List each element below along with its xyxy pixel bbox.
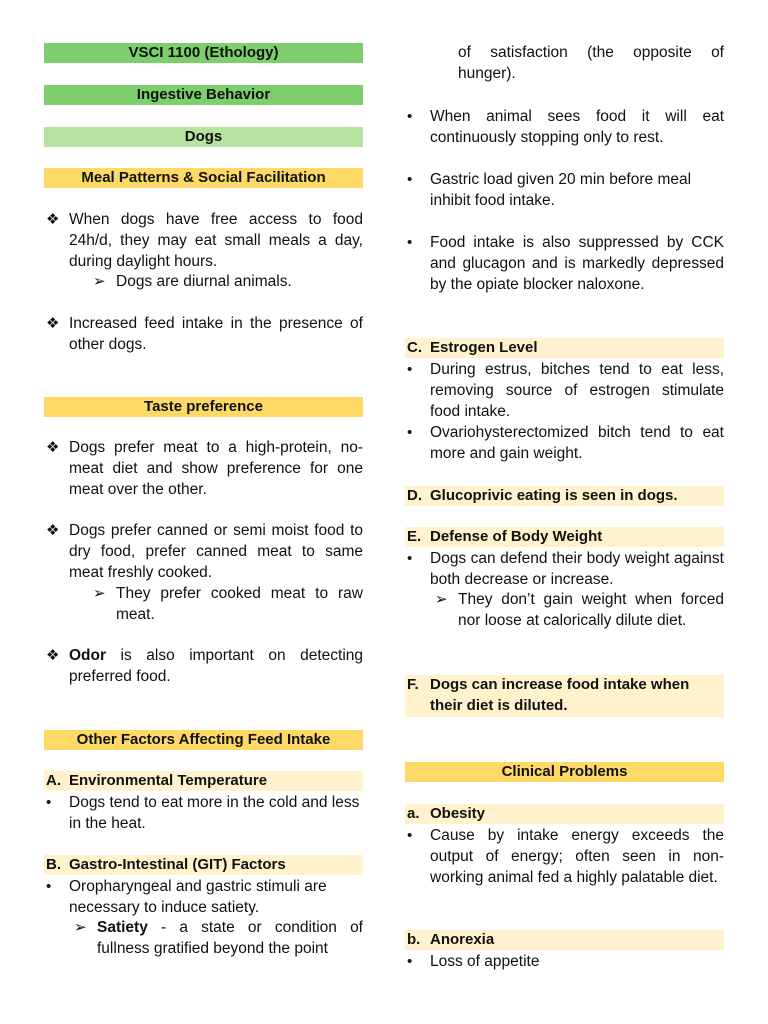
round-bullet-icon: • bbox=[46, 878, 52, 895]
round-bullet-icon: • bbox=[407, 108, 413, 125]
diamond-bullet-icon: ❖ bbox=[46, 647, 60, 664]
body-weight-bullet: Dogs can defend their body weight against both decrease or increase. bbox=[430, 550, 724, 588]
obesity-heading bbox=[405, 804, 724, 824]
taste-preference-heading: Taste preference bbox=[44, 397, 363, 417]
other-factors-heading: Other Factors Affecting Feed Intake bbox=[44, 730, 363, 750]
section-letter: D. bbox=[407, 487, 422, 504]
round-bullet-icon: • bbox=[407, 424, 413, 441]
arrowhead-bullet-icon: ➢ bbox=[74, 919, 87, 936]
meal-patterns-heading: Meal Patterns & Social Facilitation bbox=[44, 168, 363, 188]
satiety-description: - a state or condition of fullness gratified beyond the point bbox=[97, 919, 363, 957]
taste-bullet-2: Dogs prefer canned or semi moist food to dry food, prefer canned meat to same meat freshly cooked. bbox=[69, 522, 363, 581]
body-weight-heading bbox=[405, 527, 724, 547]
meal-patterns-bullet-1: When dogs have free access to food 24h/d, they may eat small meals a day, during daylight hours. bbox=[69, 211, 363, 270]
section-label: Defense of Body Weight bbox=[430, 528, 603, 545]
meal-patterns-sub-bullet: Dogs are diurnal animals. bbox=[116, 273, 292, 290]
env-temperature-heading bbox=[44, 771, 363, 791]
section-label: Glucoprivic eating is seen in dogs. bbox=[430, 487, 678, 504]
estrogen-level-heading bbox=[405, 338, 724, 358]
env-bullet: Dogs tend to eat more in the cold and less in the heat. bbox=[69, 794, 360, 832]
arrowhead-bullet-icon: ➢ bbox=[93, 273, 106, 290]
course-title: VSCI 1100 (Ethology) bbox=[44, 43, 363, 63]
satiety-definition bbox=[97, 918, 363, 960]
estrogen-bullet-1: During estrus, bitches tend to eat less, removing source of estrogen stimulate food intake. bbox=[430, 361, 724, 420]
round-bullet-icon: • bbox=[407, 953, 413, 970]
round-bullet-icon: • bbox=[407, 171, 413, 188]
round-bullet-icon: • bbox=[407, 361, 413, 378]
section-label: Environmental Temperature bbox=[69, 772, 268, 789]
arrowhead-bullet-icon: ➢ bbox=[93, 585, 106, 602]
species-title: Dogs bbox=[44, 127, 363, 147]
meal-patterns-bullet-2: Increased feed intake in the presence of other dogs. bbox=[69, 315, 363, 353]
section-label: Gastro-Intestinal (GIT) Factors bbox=[69, 856, 286, 873]
section-label: Anorexia bbox=[430, 931, 495, 948]
round-bullet-icon: • bbox=[407, 827, 413, 844]
round-bullet-icon: • bbox=[407, 234, 413, 251]
satiety-term: Satiety bbox=[97, 919, 148, 936]
diamond-bullet-icon: ❖ bbox=[46, 211, 60, 228]
section-label: Obesity bbox=[430, 805, 486, 822]
round-bullet-icon: • bbox=[46, 794, 52, 811]
section-letter: E. bbox=[407, 528, 422, 545]
section-letter: B. bbox=[46, 856, 61, 873]
diamond-bullet-icon: ❖ bbox=[46, 522, 60, 539]
section-letter: b. bbox=[407, 931, 421, 948]
diamond-bullet-icon: ❖ bbox=[46, 315, 60, 332]
taste-bullet-1: Dogs prefer meat to a high-protein, no-meat diet and show preference for one meat over the other. bbox=[69, 439, 363, 498]
section-label-line-1: Dogs can increase food intake when bbox=[430, 676, 690, 693]
body-weight-sub-bullet: They don’t gain weight when forced nor loose at calorically dilute diet. bbox=[458, 591, 724, 629]
taste-bullet-3 bbox=[69, 646, 363, 688]
diamond-bullet-icon: ❖ bbox=[46, 439, 60, 456]
git-bullet-1: Oropharyngeal and gastric stimuli are necessary to induce satiety. bbox=[69, 878, 327, 916]
section-label: Estrogen Level bbox=[430, 339, 538, 356]
odor-term: Odor bbox=[69, 647, 107, 664]
estrogen-bullet-2: Ovariohysterectomized bitch tend to eat more and gain weight. bbox=[430, 424, 724, 462]
section-letter: a. bbox=[407, 805, 420, 822]
section-letter: C. bbox=[407, 339, 422, 356]
git-bullet-3: Gastric load given 20 min before meal inhibit food intake. bbox=[430, 171, 692, 209]
git-bullet-2: When animal sees food it will eat continuously stopping only to rest. bbox=[430, 108, 724, 146]
git-factors-heading bbox=[44, 855, 363, 875]
clinical-problems-heading: Clinical Problems bbox=[405, 762, 724, 782]
arrowhead-bullet-icon: ➢ bbox=[435, 591, 448, 608]
taste-sub-bullet: They prefer cooked meat to raw meat. bbox=[116, 585, 363, 623]
satiety-definition-continued: of satisfaction (the opposite of hunger). bbox=[458, 44, 724, 82]
topic-title: Ingestive Behavior bbox=[44, 85, 363, 105]
odor-description: is also important on detecting preferred food. bbox=[69, 647, 363, 685]
obesity-bullet: Cause by intake energy exceeds the output of energy; often seen in non-working animal fed a highly palatable diet. bbox=[430, 827, 724, 886]
round-bullet-icon: • bbox=[407, 550, 413, 567]
section-letter: A. bbox=[46, 772, 61, 789]
diluted-diet-heading bbox=[405, 675, 724, 717]
section-label-line-2: their diet is diluted. bbox=[430, 697, 568, 714]
section-letter: F. bbox=[407, 676, 419, 693]
glucoprivic-heading bbox=[405, 486, 724, 506]
anorexia-heading bbox=[405, 930, 724, 950]
anorexia-bullet: Loss of appetite bbox=[430, 953, 540, 970]
git-bullet-4: Food intake is also suppressed by CCK and glucagon and is markedly depressed by the opiate blocker naloxone. bbox=[430, 234, 724, 293]
